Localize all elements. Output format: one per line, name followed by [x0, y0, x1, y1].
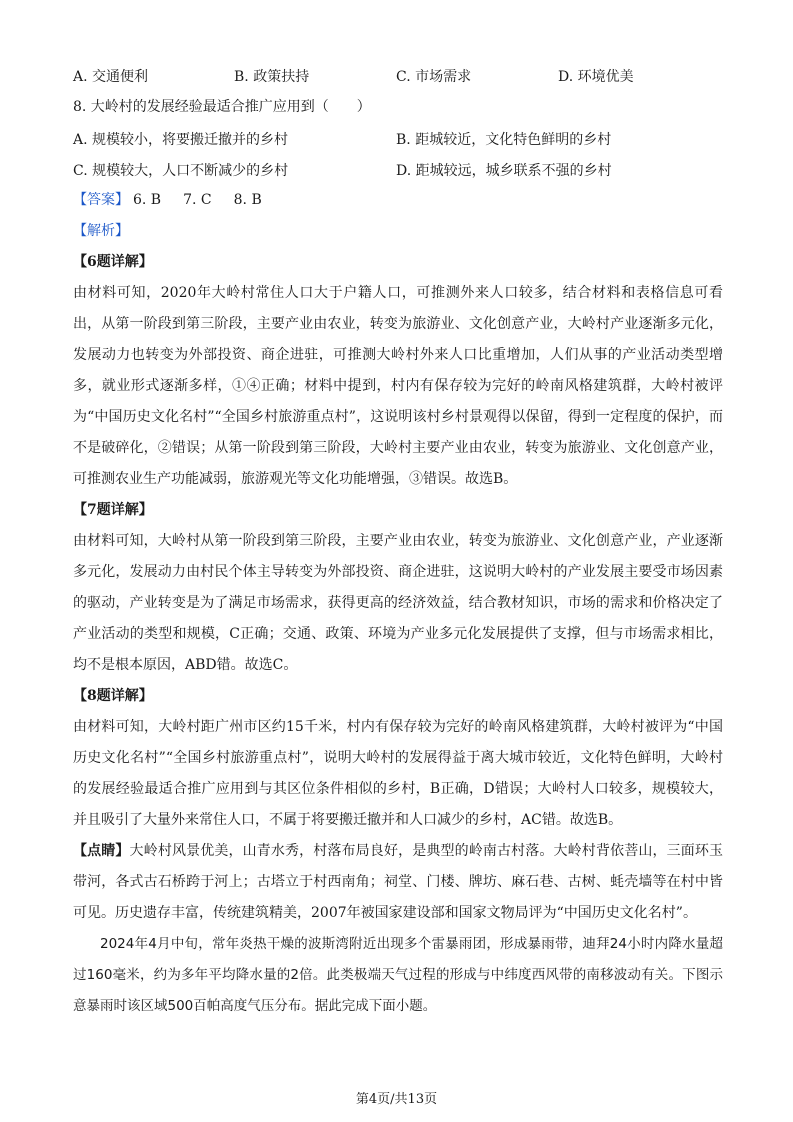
- q8-stem: 8. 大岭村的发展经验最适合推广应用到（ ）: [73, 99, 371, 115]
- analysis-label: 【解析】: [73, 223, 129, 239]
- q8-option-b: B. 距城较近，文化特色鲜明的乡村: [396, 131, 612, 148]
- q7-option-b: B. 政策扶持: [234, 69, 310, 85]
- tip-text: 大岭村风景优美，山青水秀，村落布局良好，是典型的岭南古村落。大岭村背依菩山，三面环玉带河，各式古石桥跨于河上；古塔立于村西南角；祠堂、门楼、牌坊、麻石巷、古树、蚝壳墙等在村中皆可见。历史遗存丰富，传统建筑精美，2007年被国家建设部和国家文物局评为“中国历史文化名村”。: [73, 843, 724, 921]
- answer-7: 7. C: [183, 192, 212, 208]
- answer-label: 【答案】: [73, 192, 129, 208]
- answer-6: 6. B: [133, 192, 162, 208]
- q7-option-a: A. 交通便利: [73, 69, 149, 85]
- q7-option-c: C. 市场需求: [396, 69, 472, 85]
- tip-paragraph: [73, 836, 723, 929]
- page-content: [73, 60, 723, 1022]
- q8-detail-heading: 【8题详解】: [73, 688, 153, 704]
- q6-detail-heading: 【6题详解】: [73, 254, 153, 270]
- q7-detail-text: 由材料可知，大岭村从第一阶段到第三阶段，主要产业由农业，转变为旅游业、文化创意产业，产业逐渐多元化，发展动力由村民个体主导转变为外部投资、商企进驻，这说明大岭村的产业发展主要受市场因素的驱动，产业转变是为了满足市场需求，获得更高的经济效益，结合教材知识，市场的需求和价格决定了产业活动的类型和规模，C正确；交通、政策、环境为产业多元化发展提供了支撑，但与市场需求相比，均不是根本原因，ABD错。故选C。: [73, 533, 723, 673]
- q7-detail-heading: 【7题详解】: [73, 502, 153, 518]
- q6-detail-text: 由材料可知，2020年大岭村常住人口大于户籍人口，可推测外来人口较多，结合材料和表格信息可看出，从第一阶段到第三阶段，主要产业由农业，转变为旅游业、文化创意产业，大岭村产业逐渐多元化，发展动力也转变为外部投资、商企进驻，可推测大岭村外来人口比重增加，人们从事的产业活动类型增多，就业形式逐渐多样，①④正确；材料中提到，村内有保存较为完好的岭南风格建筑群，大岭村被评为“中国历史文化名村”“全国乡村旅游重点村”，这说明该村乡村景观得以保留，得到一定程度的保护，而不是破碎化，②错误；从第一阶段到第三阶段，大岭村主要产业由农业，转变为旅游业、文化创意产业，可推测农业生产功能减弱，旅游观光等文化功能增强，③错误。故选B。: [73, 285, 723, 487]
- tip-label: 【点睛】: [73, 843, 130, 859]
- q8-option-a: A. 规模较小，将要搬迁撤并的乡村: [73, 131, 289, 148]
- next-question-intro: 2024年4月中旬，常年炎热干燥的波斯湾附近出现多个雷暴雨团，形成暴雨带，迪拜24小时内降水量超过160毫米，约为多年平均降水量的2倍。此类极端天气过程的形成与中纬度西风带的南移波动有关。下图示意暴雨时该区域500百帕高度气压分布。据此完成下面小题。: [73, 936, 723, 1014]
- q8-options-row2: [73, 154, 723, 185]
- q7-option-d: D. 环境优美: [558, 69, 634, 85]
- answer-8: 8. B: [233, 192, 262, 208]
- q8-detail-text: 由材料可知，大岭村距广州市区约15千米，村内有保存较为完好的岭南风格建筑群，大岭村被评为“中国历史文化名村”“全国乡村旅游重点村”，说明大岭村的发展得益于离大城市较近，文化特色鲜明，大岭村的发展经验最适合推广应用到与其区位条件相似的乡村，B正确，D错误；大岭村人口较多，规模较大，并且吸引了大量外来常住人口，不属于将要搬迁撤并和人口减少的乡村，AC错。故选B。: [73, 719, 723, 828]
- page-footer: 第4页/共13页: [355, 1092, 438, 1107]
- q8-option-c: C. 规模较大，人口不断减少的乡村: [73, 162, 289, 179]
- q7-options: [73, 60, 723, 92]
- q8-options-row1: [73, 123, 723, 154]
- q8-option-d: D. 距城较远，城乡联系不强的乡村: [396, 162, 612, 179]
- answer-line: [73, 185, 723, 216]
